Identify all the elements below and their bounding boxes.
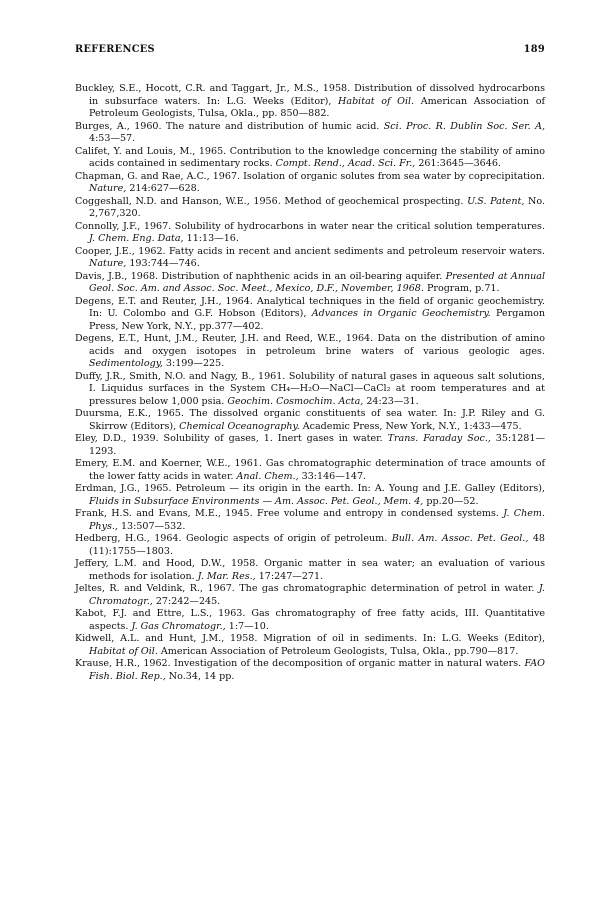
reference-entry xyxy=(75,83,545,121)
reference-text: 17:247—271. xyxy=(255,570,324,582)
reference-text: pp.20—52. xyxy=(423,495,479,507)
reference-source: Advances in Organic Geochemistry. xyxy=(311,308,491,319)
reference-text: 3:199—225. xyxy=(162,358,225,369)
reference-text: Duursma, E.K., 1965. The dissolved organic constituents of sea water. In: J.P. Riley and G. Skirrow (Editors), xyxy=(75,408,545,432)
reference-entry xyxy=(75,196,545,221)
reference-source: J. Chem. Phys., xyxy=(89,508,545,532)
reference-source: U.S. Patent, xyxy=(467,195,525,207)
reference-entry xyxy=(75,558,545,583)
reference-text: Program, p.71. xyxy=(423,283,500,294)
reference-source: FAO Fish. Biol. Rep., xyxy=(89,658,545,682)
reference-text: Burges, A., 1960. The nature and distribution of humic acid. xyxy=(75,120,384,132)
reference-source: Trans. Faraday Soc., xyxy=(387,433,491,444)
reference-entry xyxy=(75,371,545,409)
reference-source: J. Chromatogr., xyxy=(89,583,545,607)
reference-source: J. Mar. Res., xyxy=(197,570,256,582)
reference-text: 35:1281—1293. xyxy=(89,433,545,457)
reference-entry xyxy=(75,271,545,296)
reference-text: 27:242—245. xyxy=(152,595,221,607)
reference-text: Duffy, J.R., Smith, N.O. and Nagy, B., 1961. Solubility of natural gases in aqueous salt solutions, I. Liquidus surfaces in the System CH₄—H₂O—NaCl—CaCl₂ at room temperatures and at pressures below 1,000 psia. xyxy=(75,370,545,407)
reference-text: 13:507—532. xyxy=(117,520,186,532)
reference-source: Sci. Proc. R. Dublin Soc. Ser. A, xyxy=(383,120,545,132)
page-number: 189 xyxy=(523,44,545,55)
reference-entry xyxy=(75,533,545,558)
reference-text: No.34, 14 pp. xyxy=(165,670,235,682)
reference-text: Academic Press, New York, N.Y., 1:433—475. xyxy=(299,420,522,432)
reference-entry xyxy=(75,508,545,533)
reference-text: 4:53—57. xyxy=(89,133,136,144)
reference-text: Cooper, J.E., 1962. Fatty acids in recent and ancient sediments and petroleum reservoir waters. xyxy=(75,245,545,257)
reference-text: Kidwell, A.L. and Hunt, J.M., 1958. Migration of oil in sediments. In: L.G. Weeks (Editor), xyxy=(75,633,545,644)
reference-text: Connolly, J.F., 1967. Solubility of hydrocarbons in water near the critical solution temperatures. xyxy=(75,220,545,232)
reference-entry xyxy=(75,408,545,433)
reference-entry xyxy=(75,171,545,196)
reference-text: Hedberg, H.G., 1964. Geologic aspects of origin of petroleum. xyxy=(75,533,392,544)
reference-text: 193:744—746. xyxy=(126,258,200,269)
reference-entry xyxy=(75,146,545,171)
reference-source: Sedimentology, xyxy=(89,358,163,369)
reference-source: Nature, xyxy=(89,258,127,269)
reference-source: Chemical Oceanography. xyxy=(179,420,300,432)
reference-text: Degens, E.T. and Reuter, J.H., 1964. Analytical techniques in the field of organic geochemistry. In: U. Colombo and G.F. Hobson (Editors), xyxy=(75,295,545,319)
reference-text: Krause, H.R., 1962. Investigation of the decomposition of organic matter in natural waters. xyxy=(75,658,525,669)
reference-text: 214:627—628. xyxy=(126,183,200,194)
reference-text: Califet, Y. and Louis, M., 1965. Contribution to the knowledge concerning the stability of amino acids contained in sedimentary rocks. xyxy=(75,145,545,169)
reference-text: Eley, D.D., 1939. Solubility of gases, 1. Inert gases in water. xyxy=(75,433,388,444)
reference-source: Bull. Am. Assoc. Pet. Geol., xyxy=(391,533,529,544)
reference-text: Kabot, F.J. and Ettre, L.S., 1963. Gas chromatography of free fatty acids, III. Quantitative aspects. xyxy=(75,608,545,632)
reference-entry xyxy=(75,633,545,658)
reference-entry xyxy=(75,121,545,146)
reference-source: Habitat of Oil. xyxy=(89,645,158,657)
reference-text: Pergamon Press, New York, N.Y., pp.377—402. xyxy=(89,308,546,332)
reference-entry xyxy=(75,658,545,683)
reference-entry xyxy=(75,296,545,334)
reference-text: 48 (11):1755—1803. xyxy=(89,533,545,557)
reference-text: Emery, E.M. and Koerner, W.E., 1961. Gas chromatographic determination of trace amounts of the lower fatty acids in water. xyxy=(75,458,545,482)
reference-text: Erdman, J.G., 1965. Petroleum — its origin in the earth. In: A. Young and J.E. Galley (Editors), xyxy=(75,483,545,494)
reference-text: American Association of Petroleum Geologists, Tulsa, Okla., pp. 850—882. xyxy=(89,95,545,119)
section-title: REFERENCES xyxy=(75,44,155,55)
reference-source: Compt. Rend., Acad. Sci. Fr., xyxy=(275,158,416,169)
reference-entry xyxy=(75,333,545,371)
reference-text: Jeffery, L.M. and Hood, D.W., 1958. Organic matter in sea water; an evaluation of various methods for isolation. xyxy=(75,558,545,582)
reference-text: 33:146—147. xyxy=(298,470,367,482)
reference-entry xyxy=(75,433,545,458)
reference-list xyxy=(75,83,545,683)
reference-text: No. 2,767,320. xyxy=(89,195,545,219)
reference-text: 24:23—31. xyxy=(363,395,419,407)
running-header xyxy=(75,44,545,55)
reference-source: Anal. Chem., xyxy=(236,470,299,482)
reference-entry xyxy=(75,608,545,633)
reference-source: Habitat of Oil. xyxy=(338,95,415,107)
reference-entry xyxy=(75,458,545,483)
reference-source: J. Chem. Eng. Data, xyxy=(89,233,184,244)
reference-text: Buckley, S.E., Hocott, C.R. and Taggart, Jr., M.S., 1958. Distribution of dissolved hydrocarbons in subsurface waters. In: L.G. Weeks (Editor), xyxy=(75,83,545,107)
reference-entry xyxy=(75,221,545,246)
reference-entry xyxy=(75,246,545,271)
reference-text: Degens, E.T., Hunt, J.M., Reuter, J.H. and Reed, W.E., 1964. Data on the distribution of amino acids and oxygen isotopes in petroleum brine waters of various geologic ages. xyxy=(75,333,545,357)
reference-text: Davis, J.B., 1968. Distribution of naphthenic acids in an oil-bearing aquifer. xyxy=(75,270,446,282)
reference-text: 261:3645—3646. xyxy=(415,158,501,169)
reference-entry xyxy=(75,483,545,508)
reference-text: 1:7—10. xyxy=(225,620,269,632)
reference-text: Chapman, G. and Rae, A.C., 1967. Isolation of organic solutes from sea water by coprecipitation. xyxy=(75,170,545,182)
reference-text: Coggeshall, N.D. and Hanson, W.E., 1956. Method of geochemical prospecting. xyxy=(75,195,468,207)
reference-text: American Association of Petroleum Geologists, Tulsa, Okla., pp.790—817. xyxy=(157,645,519,657)
reference-source: Fluids in Subsurface Environments — Am. Assoc. Pet. Geol., Mem. 4, xyxy=(89,495,424,507)
reference-text: Jeltes, R. and Veldink, R., 1967. The gas chromatographic determination of petrol in water. xyxy=(75,583,539,594)
reference-source: Presented at Annual Geol. Soc. Am. and Assoc. Soc. Meet., Mexico, D.F., November, 1968. xyxy=(89,270,546,294)
reference-source: Geochim. Cosmochim. Acta, xyxy=(227,395,364,407)
reference-source: Nature, xyxy=(89,183,127,194)
reference-entry xyxy=(75,583,545,608)
reference-source: J. Gas Chromatogr., xyxy=(131,620,226,632)
reference-text: Frank, H.S. and Evans, M.E., 1945. Free volume and entropy in condensed systems. xyxy=(75,508,504,519)
reference-text: 11:13—16. xyxy=(183,233,239,244)
